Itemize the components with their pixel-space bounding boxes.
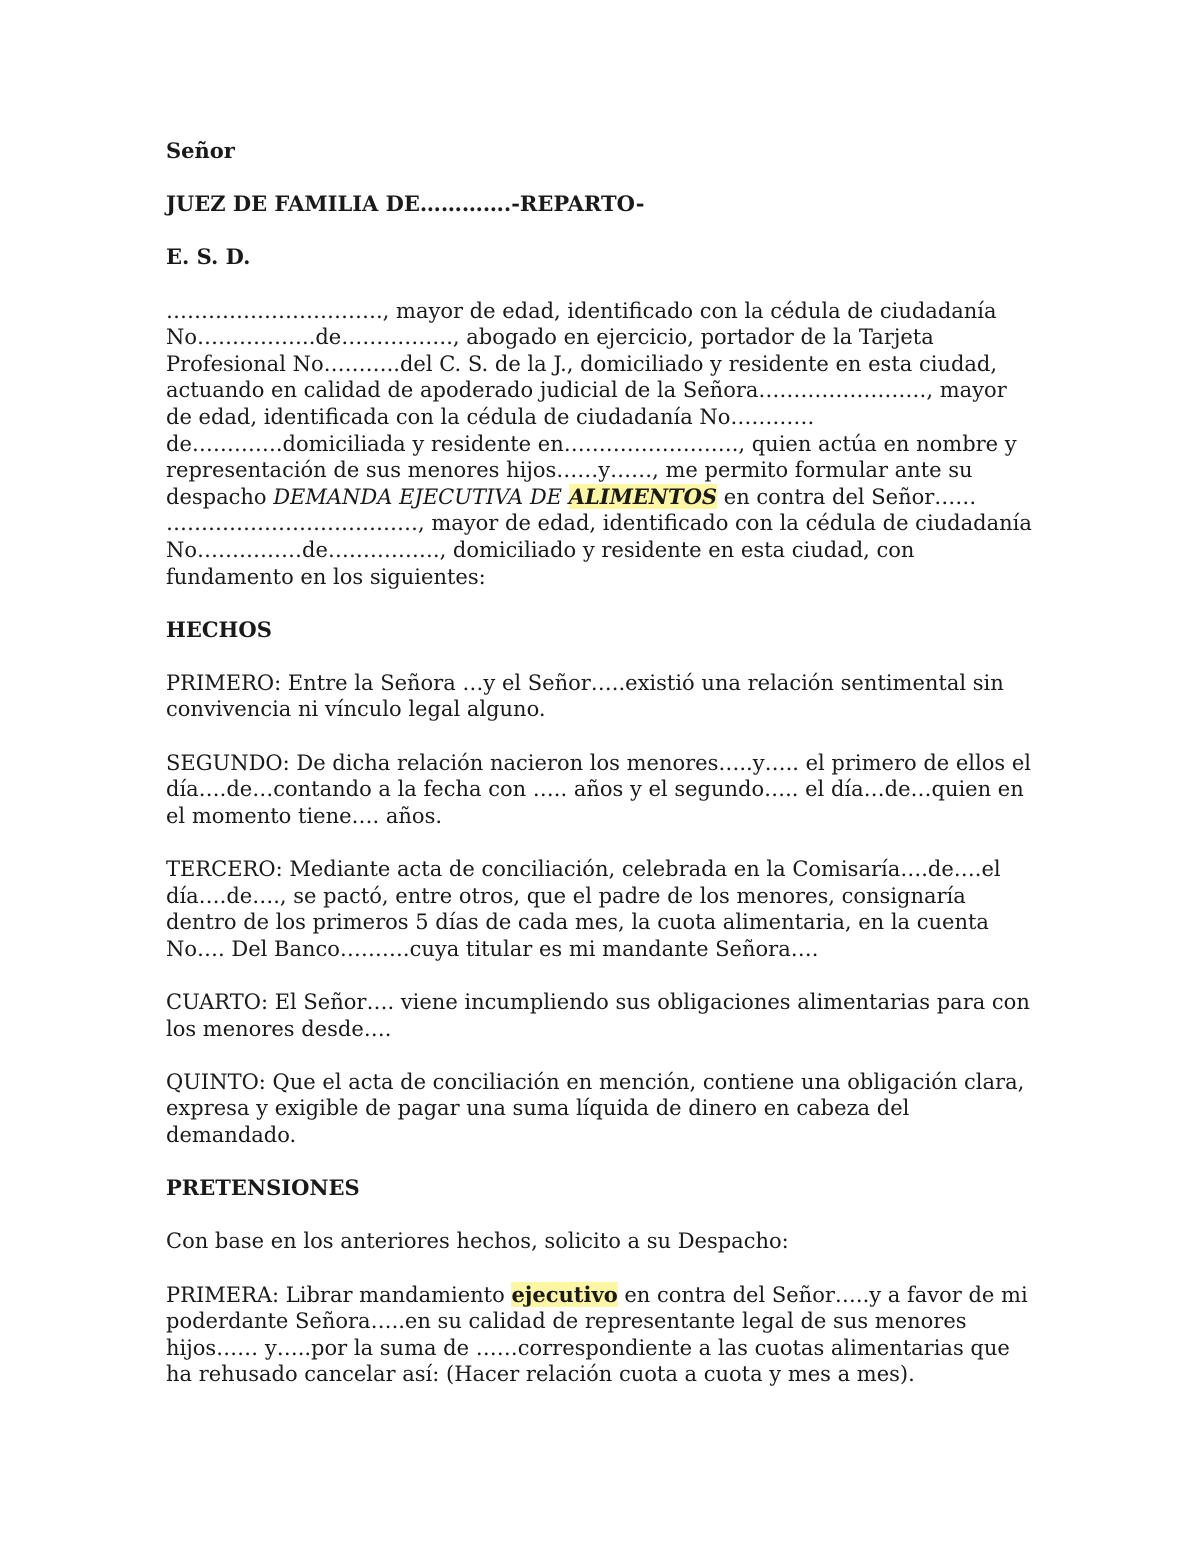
highlight-ejecutivo: ejecutivo [511, 1281, 618, 1307]
highlight-alimentos: ALIMENTOS [568, 483, 718, 509]
hecho-tercero: TERCERO: Mediante acta de conciliación, celebrada en la Comisaría….de….el día….de…., se pactó, entre otros, que el padre de los menores, consignaría dentro de los primeros 5 días de cada mes, la cuota alimentaria, en la cuenta No…. Del Banco……….cuya titular es mi mandante Señora…. [166, 857, 1001, 961]
document-body [166, 138, 1036, 1388]
hecho-cuarto: CUARTO: El Señor…. viene incumpliendo sus obligaciones alimentarias para con los menores desde…. [166, 990, 1030, 1041]
hecho-segundo: SEGUNDO: De dicha relación nacieron los menores…..y….. el primero de ellos el día….de…contando a la fecha con ….. años y el segundo….. el día…de…quien en el momento tiene…. años. [166, 750, 1031, 828]
hechos-heading: HECHOS [166, 616, 272, 642]
esd-line: E. S. D. [166, 244, 251, 270]
pretensiones-intro: Con base en los anteriores hechos, solicito a su Despacho: [166, 1229, 789, 1254]
recipient: JUEZ DE FAMILIA DE………….-REPARTO- [166, 191, 645, 217]
primera-text-1: PRIMERA: Librar mandamiento [166, 1282, 512, 1307]
hecho-primero: PRIMERO: Entre la Señora …y el Señor…..existió una relación sentimental sin convivencia ni vínculo legal alguno. [166, 670, 1004, 722]
pretension-primera [166, 1282, 1036, 1388]
intro-paragraph [166, 298, 1036, 591]
hecho-quinto: QUINTO: Que el acta de conciliación en mención, contiene una obligación clara, expresa y exigible de pagar una suma líquida de dinero en cabeza del demandado. [166, 1069, 1025, 1147]
intro-text-1: …………………………., mayor de edad, identificado con la cédula de ciudadanía No……………..de……………., abogado en ejercicio, portador de la Tarjeta Profesional No………..del C. S. de la J., domiciliado y residente en esta ciudad, actuando en calidad de apoderado judicial de la Señora……………………, mayor de edad, identificada con la cédula de ciudadanía No…………de………….domiciliada y residente en……………………., quien actúa en nombre y representación de sus menores hijos……y……, me permito formular ante su despacho [166, 298, 1017, 509]
intro-text-2: en contra del Señor…… ………………………………, mayor de edad, identificado con la cédula de ciudadanía No……………de……………., domiciliado y residente en esta ciudad, con fundamento en los siguientes: [166, 484, 1032, 589]
pretensiones-heading: PRETENSIONES [166, 1175, 360, 1201]
primera-text-2: en contra del Señor…..y a favor de mi poderdante Señora…..en su calidad de representante legal de sus menores hijos…… y…..por la suma de ……correspondiente a las cuotas alimentarias que ha rehusado cancelar así: (Hacer relación cuota a cuota y mes a mes). [166, 1282, 1028, 1387]
intro-italic-title: DEMANDA EJECUTIVA DE [273, 484, 569, 509]
salutation: Señor [166, 138, 235, 163]
